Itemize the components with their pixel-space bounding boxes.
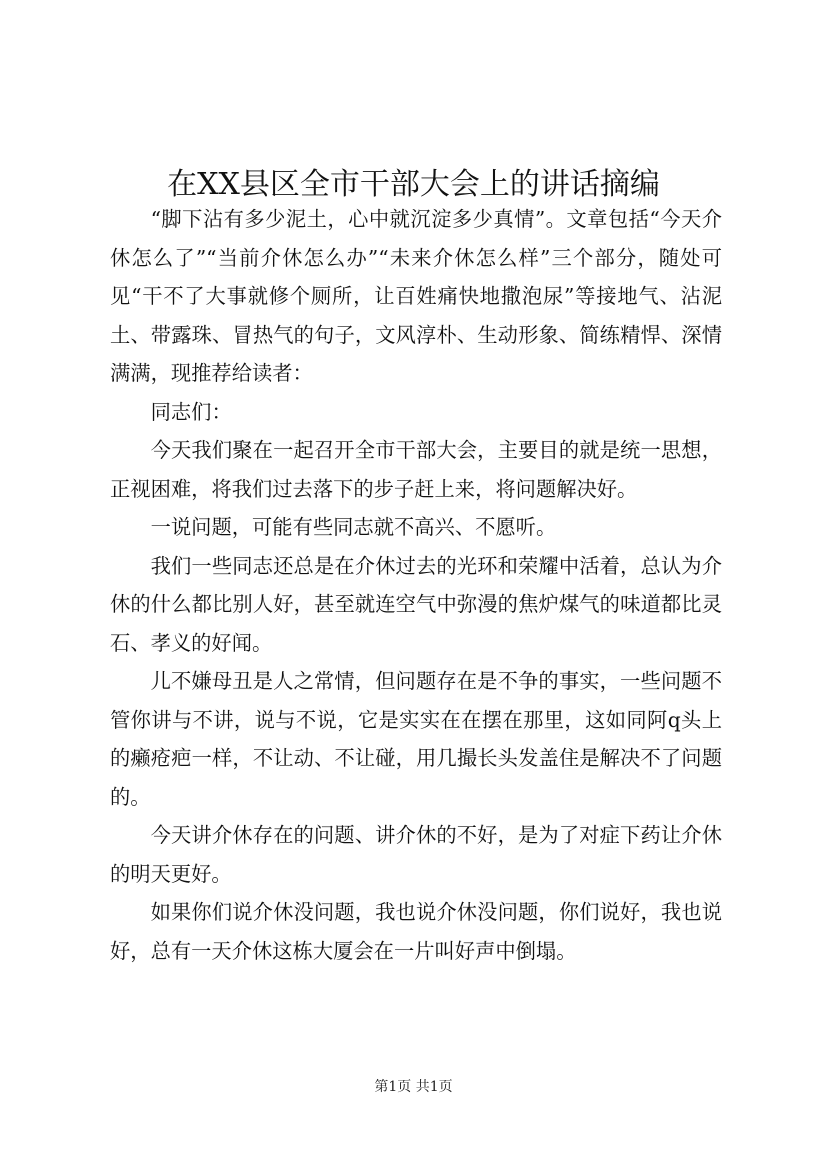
salutation-paragraph: 同志们： xyxy=(150,399,232,424)
body-paragraph: 如果你们说介休没问题，我也说介休没问题，你们说好，我也说好，总有一天介休这栋大厦会在一片叫好声中倒塌。 xyxy=(110,900,722,963)
document-body xyxy=(110,200,722,970)
body-paragraph: 儿不嫌母丑是人之常情，但问题存在是不争的事实，一些问题不管你讲与不讲，说与不说，它是实实在在摆在那里，这如同阿q头上的癞疮疤一样，不让动、不让碰，用几撮长头发盖住是解决不了问题的。 xyxy=(110,669,722,809)
body-paragraph: 我们一些同志还总是在介休过去的光环和荣耀中活着，总认为介休的什么都比别人好，甚至就连空气中弥漫的焦炉煤气的味道都比灵石、孝义的好闻。 xyxy=(110,553,722,655)
body-paragraph: 今天讲介休存在的问题、讲介休的不好，是为了对症下药让介休的明天更好。 xyxy=(110,823,722,886)
page-footer: 第1页 共1页 xyxy=(374,1079,453,1095)
body-paragraph: 今天我们聚在一起召开全市干部大会，主要目的就是统一思想，正视困难，将我们过去落下的步子赶上来，将问题解决好。 xyxy=(110,438,722,501)
body-paragraph: 一说问题，可能有些同志就不高兴、不愿听。 xyxy=(150,515,557,539)
page-title: 在XX县区全市干部大会上的讲话摘编 xyxy=(167,167,660,203)
intro-paragraph: “脚下沾有多少泥土，心中就沉淀多少真情”。文章包括“今天介休怎么了”“当前介休怎么办”“未来介休怎么样”三个部分，随处可见“干不了大事就修个厕所，让百姓痛快地撒泡尿”等接地气、沾泥土、带露珠、冒热气的句子，文风淳朴、生动形象、简练精悍、深情满满，现推荐给读者： xyxy=(110,207,722,385)
